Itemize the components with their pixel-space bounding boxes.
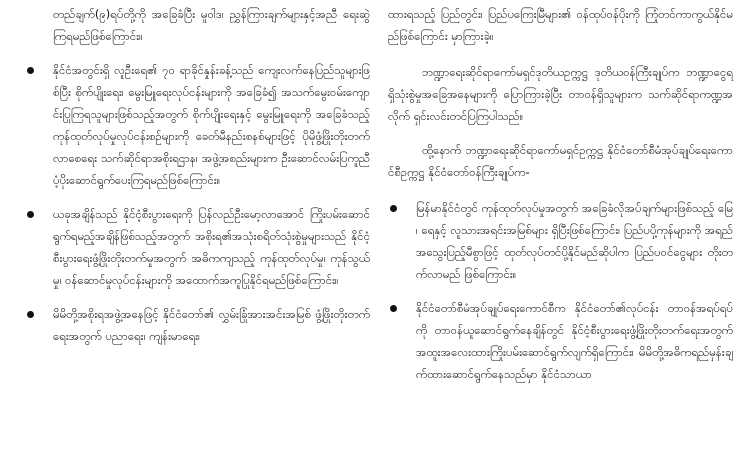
bullet-icon (27, 67, 34, 74)
bullet-text: နိုင်ငံအတွင်းရှိ လူဦးရေ၏ ၇၀ ရာခိုင်နှုန်းခန့်သည် ကျေးလက်နေပြည်သူများဖြစ်ပြီး စိုက်ပျိုးရေး၊ မွေးမြူရေးလုပ်ငန်းများကို အခြေခံ၍ အသက်မွေးဝမ်းကျောင်းပြုကြရသူများဖြစ်သည့်အတွက် စိုက်ပျိုးရေးနှင့် မွေးမြူရေးကို အခြေခံသည့် ကုန်ထုတ်လုပ်မှုလုပ်ငန်းစဉ်များကို ခေတ်မီနည်းစနစ်များဖြင့် ပိုမိုဖွံ့ဖြိုးတိုးတက်လာစေရေး သက်ဆိုင်ရာအစိုးရဌာန၊ အဖွဲ့အစည်းများက ဦးဆောင်လမ်းပြကူညီပံ့ပိုးဆောင်ရွက်ပေးကြရမည်ဖြစ်ကြောင်း။ (53, 63, 370, 187)
body-paragraph: ထို့နောက် ဘဏ္ဍာရေးဆိုင်ရာကော်မရှင်ဥက္ကဋ္ဌ နိုင်ငံတော်စီမံအုပ်ချုပ်ရေးကောင်စီဥက္ကဋ္ဌ နိုင်ငံတော်ဝန်ကြီးချုပ်က- (388, 143, 733, 179)
bullet-paragraph (25, 59, 370, 191)
bullet-text: နိုင်ငံတော်စီမံအုပ်ချုပ်ရေးကောင်စီက နိုင်ငံတော်၏လုပ်ငန်း တာဝန်အရပ်ရပ်ကို တာဝန်ယူဆောင်ရွက်နေချိန်တွင် နိုင်ငံ့စီးပွားရေးဖွံ့ဖြိုးတိုးတက်ရေးအတွက် အထူးအလေးထားကြိုးပမ်းဆောင်ရွက်လျက်ရှိကြောင်း၊ မိမိတို့အဓိကရည်မှန်းချက်ထားဆောင်ရွက်နေသည်မှာ နိုင်ငံသာယာ (416, 301, 733, 381)
paragraph-continued: ထားရသည့် ပြည်တွင်း၊ ပြည်ပကြေးမြီများ၏ ဝန်ထုပ်ဝန်ပိုးကို ကြုံတင်ကာကွယ်နိုင်မည်ဖြစ်ကြောင်း မှာကြားခဲ့။ (388, 7, 733, 43)
right-column (388, 0, 733, 385)
paragraph-continued: တည်ချက်(၉)ရပ်တို့ကို အခြေခံပြီး မူဝါဒ၊ ညွှန်ကြားချက်များနှင့်အညီ ရေးဆွဲကြရမည်ဖြစ်ကြောင်း။ (53, 7, 370, 43)
body-paragraph: ဘဏ္ဍာရေးဆိုင်ရာကော်မရှင်ဒုတိယဥက္ကဋ္ဌ ဒုတိယဝန်ကြီးချုပ်က ဘဏ္ဍာငွေရရှိသုံးစွဲမှုအခြေအနေများကို ပြောကြားခဲ့ပြီး တာဝန်ရှိသူများက သက်ဆိုင်ရာကဏ္ဍအလိုက် ရှင်းလင်းတင်ပြကြပါသည်။ (388, 65, 733, 123)
bullet-text: ယခုအချိန်သည် နိုင်ငံ့စီးပွားရေးကို ပြန်လည်ဦးမော့လာအောင် ကြိုးပမ်းဆောင်ရွက်ရမည့်အချိန်ဖြစ်သည့်အတွက် အစိုးရ၏အသုံးစရိတ်သုံးစွဲမှုများသည် နိုင်ငံ့စီးပွားရေးဖွံ့ဖြိုးတိုးတက်မှုအတွက် အဓိကကျသည့် ကုန်ထုတ်လုပ်မှု၊ ကုန်သွယ်မှု၊ ဝန်ဆောင်မှုလုပ်ငန်းများကို အထောက်အကူပြုနိုင်ရမည်ဖြစ်ကြောင်း။ (53, 207, 370, 287)
bullet-paragraph (25, 203, 370, 291)
bullet-icon (390, 205, 397, 212)
bullet-icon (27, 311, 34, 318)
bullet-paragraph (388, 197, 733, 285)
bullet-text: မိမိတို့အစိုးရအဖွဲ့အနေဖြင့် နိုင်ငံတော်၏ လွှမ်းခြုံအားအင်းအမြစ် ဖွံ့ဖြိုးတိုးတက်ရေးအတွက် ပညာရေး၊ ကျန်းမာရေး၊ (53, 307, 370, 343)
bullet-text: မြန်မာနိုင်ငံတွင် ကုန်ထုတ်လုပ်မှုအတွက် အခြေခံလိုအပ်ချက်များဖြစ်သည့် မြေ၊ ရေနှင့် လူသားအရင်းအမြစ်များ ရှိပြီးဖြစ်ကြောင်း၊ ပြည်ပပို့ကုန်များကို အရည်အသွေးပြည့်မီစွာဖြင့် ထုတ်လုပ်တင်ပို့နိုင်မည်ဆိုပါက ပြည်ပဝင်ငွေများ တိုးတက်လာမည် ဖြစ်ကြောင်း။ (416, 201, 733, 281)
bullet-paragraph (388, 297, 733, 385)
left-column (25, 0, 370, 347)
bullet-icon (27, 211, 34, 218)
bullet-icon (390, 305, 397, 312)
bullet-paragraph (25, 303, 370, 347)
